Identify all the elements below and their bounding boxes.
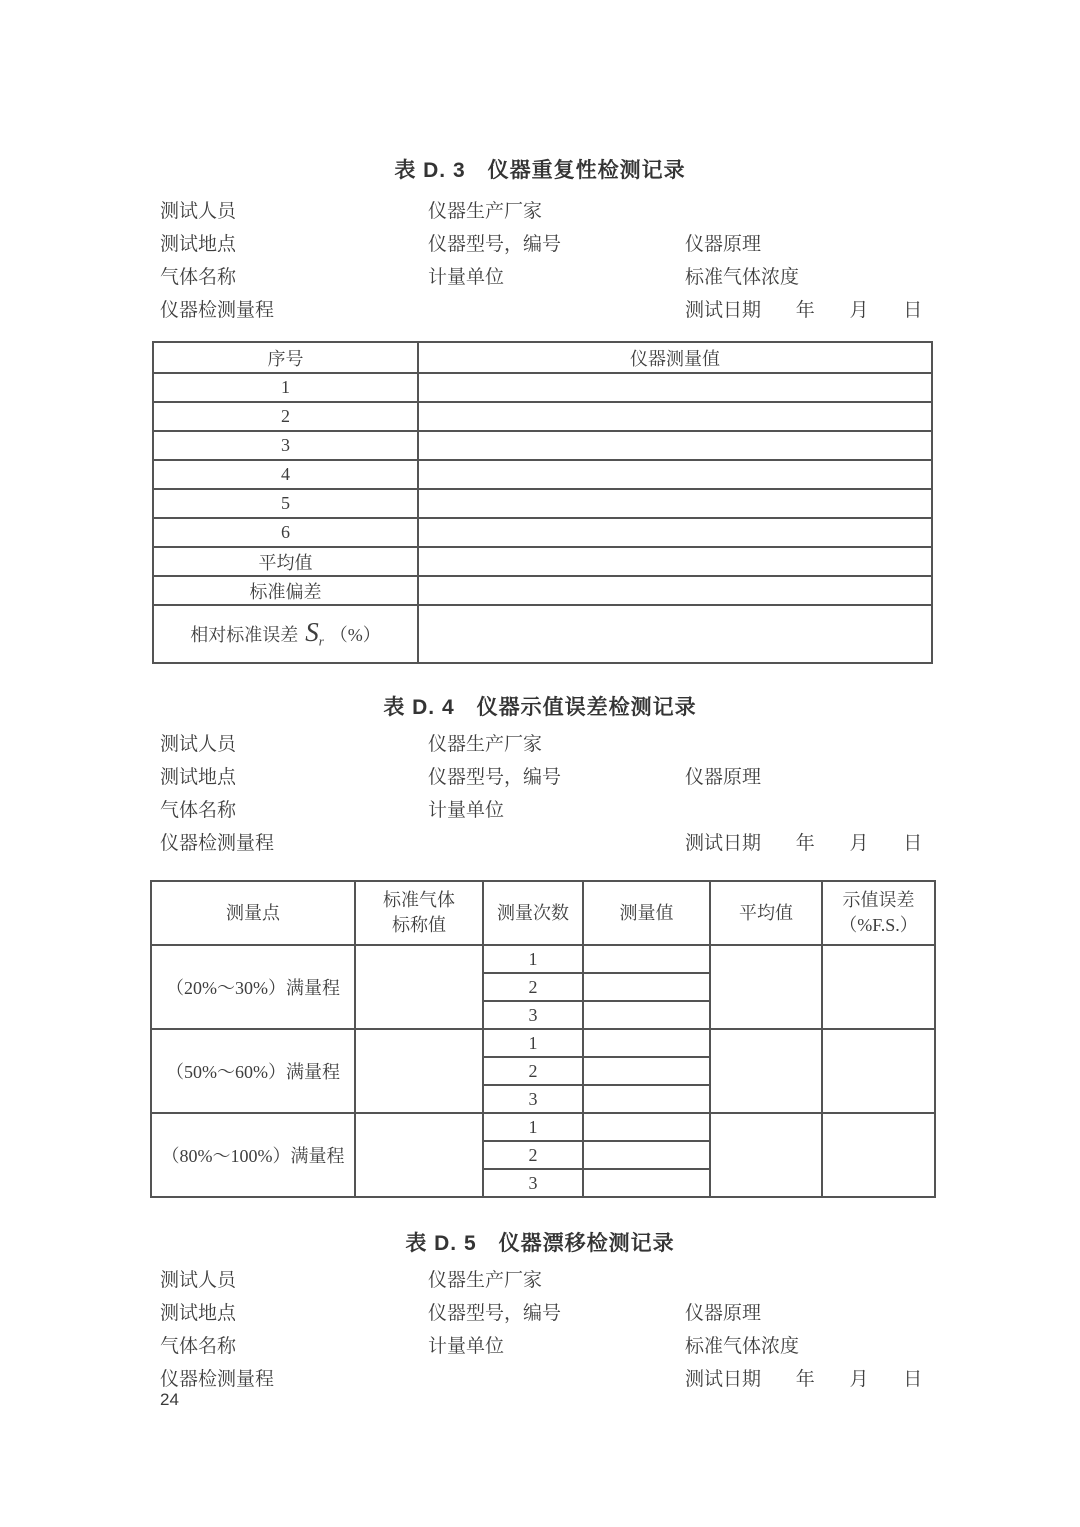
date-year-label: 年 xyxy=(795,833,815,854)
field-row xyxy=(160,226,1080,259)
table-header-row xyxy=(151,881,935,945)
field-row xyxy=(160,292,1080,325)
measure-count-cell: 1 xyxy=(483,945,583,973)
header-cell-measured-value: 测量值 xyxy=(583,881,710,945)
indication-error-cell xyxy=(822,945,935,1029)
table-row xyxy=(153,518,932,547)
date-month-label: 月 xyxy=(849,300,869,321)
value-cell xyxy=(418,547,932,576)
date-year-label: 年 xyxy=(795,1369,815,1390)
indication-error-table xyxy=(150,880,936,1198)
table-d3-title: 表 D. 3 仪器重复性检测记录 xyxy=(394,159,686,182)
value-cell xyxy=(418,576,932,605)
measure-count-cell: 2 xyxy=(483,1141,583,1169)
field-label-tester: 测试人员 xyxy=(160,734,237,755)
header-line: 示值误差 xyxy=(842,890,915,910)
date-month-label: 月 xyxy=(849,1369,869,1390)
header-cell-seq: 序号 xyxy=(153,342,418,373)
header-line: （%F.S.） xyxy=(839,915,918,935)
field-label-location: 测试地点 xyxy=(160,1303,237,1324)
field-label-tester: 测试人员 xyxy=(160,1270,237,1291)
measured-value-cell xyxy=(583,1029,710,1057)
field-label-unit: 计量单位 xyxy=(428,1336,505,1357)
field-row xyxy=(160,259,1080,292)
measure-count-cell: 3 xyxy=(483,1085,583,1113)
table-row xyxy=(153,431,932,460)
field-label-manufacturer: 仪器生产厂家 xyxy=(428,734,543,755)
page-number: 24 xyxy=(160,1390,179,1409)
value-cell xyxy=(418,605,932,663)
field-label-test-date: 测试日期 xyxy=(685,833,762,854)
field-label-std-gas-conc: 标准气体浓度 xyxy=(685,1336,800,1357)
sr-symbol: S xyxy=(305,616,319,647)
measured-value-cell xyxy=(583,973,710,1001)
table-header-row xyxy=(153,342,932,373)
measured-value-cell xyxy=(583,945,710,973)
table-d4-title: 表 D. 4 仪器示值误差检测记录 xyxy=(383,696,697,719)
date-day-label: 日 xyxy=(903,1369,923,1390)
field-row xyxy=(160,1295,1080,1328)
measure-count-cell: 2 xyxy=(483,973,583,1001)
field-row xyxy=(160,1262,1080,1295)
table-row-relative-std-error xyxy=(153,605,932,663)
table-row-std-deviation xyxy=(153,576,932,605)
value-cell xyxy=(418,460,932,489)
value-cell xyxy=(418,373,932,402)
header-cell-average: 平均值 xyxy=(710,881,822,945)
date-day-label: 日 xyxy=(903,300,923,321)
field-label-location: 测试地点 xyxy=(160,767,237,788)
field-test-date xyxy=(685,828,1080,855)
average-cell xyxy=(710,1029,822,1113)
field-test-date xyxy=(685,1364,1080,1391)
field-label-std-gas-conc: 标准气体浓度 xyxy=(685,267,800,288)
field-label-principle: 仪器原理 xyxy=(685,234,762,255)
nominal-value-cell xyxy=(355,1113,483,1197)
nominal-value-cell xyxy=(355,1029,483,1113)
header-cell-measure-count: 测量次数 xyxy=(483,881,583,945)
measured-value-cell xyxy=(583,1057,710,1085)
measure-count-cell: 1 xyxy=(483,1113,583,1141)
field-row xyxy=(160,792,1080,825)
field-label-tester: 测试人员 xyxy=(160,201,237,222)
field-label-test-date: 测试日期 xyxy=(685,300,762,321)
field-label-principle: 仪器原理 xyxy=(685,767,762,788)
table-row xyxy=(153,460,932,489)
header-cell-measure-point: 测量点 xyxy=(151,881,355,945)
value-cell xyxy=(418,518,932,547)
measure-point-cell: （80%～100%）满量程 xyxy=(151,1113,355,1197)
field-label-test-date: 测试日期 xyxy=(685,1369,762,1390)
measured-value-cell xyxy=(583,1113,710,1141)
table-row xyxy=(153,373,932,402)
rel-std-error-label: 相对标准误差 xyxy=(190,624,299,645)
field-row xyxy=(160,726,1080,759)
row-label-cell: 6 xyxy=(153,518,418,547)
average-cell xyxy=(710,945,822,1029)
percent-suffix: （%） xyxy=(329,624,381,645)
field-label-model: 仪器型号，编号 xyxy=(428,767,562,788)
table-row-average xyxy=(153,547,932,576)
row-label-cell: 标准偏差 xyxy=(153,576,418,605)
date-day-label: 日 xyxy=(903,833,923,854)
average-cell xyxy=(710,1113,822,1197)
row-label-cell: 4 xyxy=(153,460,418,489)
table-row xyxy=(151,945,935,973)
field-row xyxy=(160,825,1080,858)
date-month-label: 月 xyxy=(849,833,869,854)
field-label-manufacturer: 仪器生产厂家 xyxy=(428,1270,543,1291)
row-label-cell: 5 xyxy=(153,489,418,518)
field-test-date xyxy=(685,295,1080,322)
measure-point-cell: （50%～60%）满量程 xyxy=(151,1029,355,1113)
indication-error-cell xyxy=(822,1029,935,1113)
measured-value-cell xyxy=(583,1085,710,1113)
field-label-range: 仪器检测量程 xyxy=(160,300,275,321)
value-cell xyxy=(418,489,932,518)
measure-count-cell: 2 xyxy=(483,1057,583,1085)
field-label-principle: 仪器原理 xyxy=(685,1303,762,1324)
field-label-range: 仪器检测量程 xyxy=(160,833,275,854)
repeatability-table xyxy=(152,341,933,664)
value-cell xyxy=(418,431,932,460)
measured-value-cell xyxy=(583,1001,710,1029)
measured-value-cell xyxy=(583,1169,710,1197)
header-cell-std-gas-nominal xyxy=(355,881,483,945)
header-line: 标称值 xyxy=(392,915,446,935)
field-label-gas-name: 气体名称 xyxy=(160,800,237,821)
field-row xyxy=(160,193,1080,226)
header-line: 标准气体 xyxy=(383,890,455,910)
field-label-range: 仪器检测量程 xyxy=(160,1369,275,1390)
table-d5-title: 表 D. 5 仪器漂移检测记录 xyxy=(405,1232,675,1255)
measure-count-cell: 3 xyxy=(483,1169,583,1197)
field-label-model: 仪器型号，编号 xyxy=(428,234,562,255)
measure-count-cell: 1 xyxy=(483,1029,583,1057)
field-label-unit: 计量单位 xyxy=(428,800,505,821)
field-label-gas-name: 气体名称 xyxy=(160,267,237,288)
field-label-model: 仪器型号，编号 xyxy=(428,1303,562,1324)
row-label-cell: 平均值 xyxy=(153,547,418,576)
value-cell xyxy=(418,402,932,431)
d5-header-fields xyxy=(160,1262,1080,1394)
row-label-cell: 3 xyxy=(153,431,418,460)
field-label-manufacturer: 仪器生产厂家 xyxy=(428,201,543,222)
row-label-cell: 1 xyxy=(153,373,418,402)
field-label-unit: 计量单位 xyxy=(428,267,505,288)
header-cell-indication-error xyxy=(822,881,935,945)
table-row xyxy=(151,1029,935,1057)
field-row xyxy=(160,759,1080,792)
measure-point-cell: （20%～30%）满量程 xyxy=(151,945,355,1029)
table-row xyxy=(153,402,932,431)
field-label-location: 测试地点 xyxy=(160,234,237,255)
indication-error-cell xyxy=(822,1113,935,1197)
d4-header-fields xyxy=(160,726,1080,858)
date-year-label: 年 xyxy=(795,300,815,321)
table-row xyxy=(153,489,932,518)
nominal-value-cell xyxy=(355,945,483,1029)
row-label-cell xyxy=(153,605,418,663)
header-cell-measured-value: 仪器测量值 xyxy=(418,342,932,373)
sr-subscript: r xyxy=(318,633,324,649)
measure-count-cell: 3 xyxy=(483,1001,583,1029)
row-label-cell: 2 xyxy=(153,402,418,431)
field-label-gas-name: 气体名称 xyxy=(160,1336,237,1357)
measured-value-cell xyxy=(583,1141,710,1169)
d3-header-fields xyxy=(160,193,1080,325)
field-row xyxy=(160,1328,1080,1361)
table-row xyxy=(151,1113,935,1141)
